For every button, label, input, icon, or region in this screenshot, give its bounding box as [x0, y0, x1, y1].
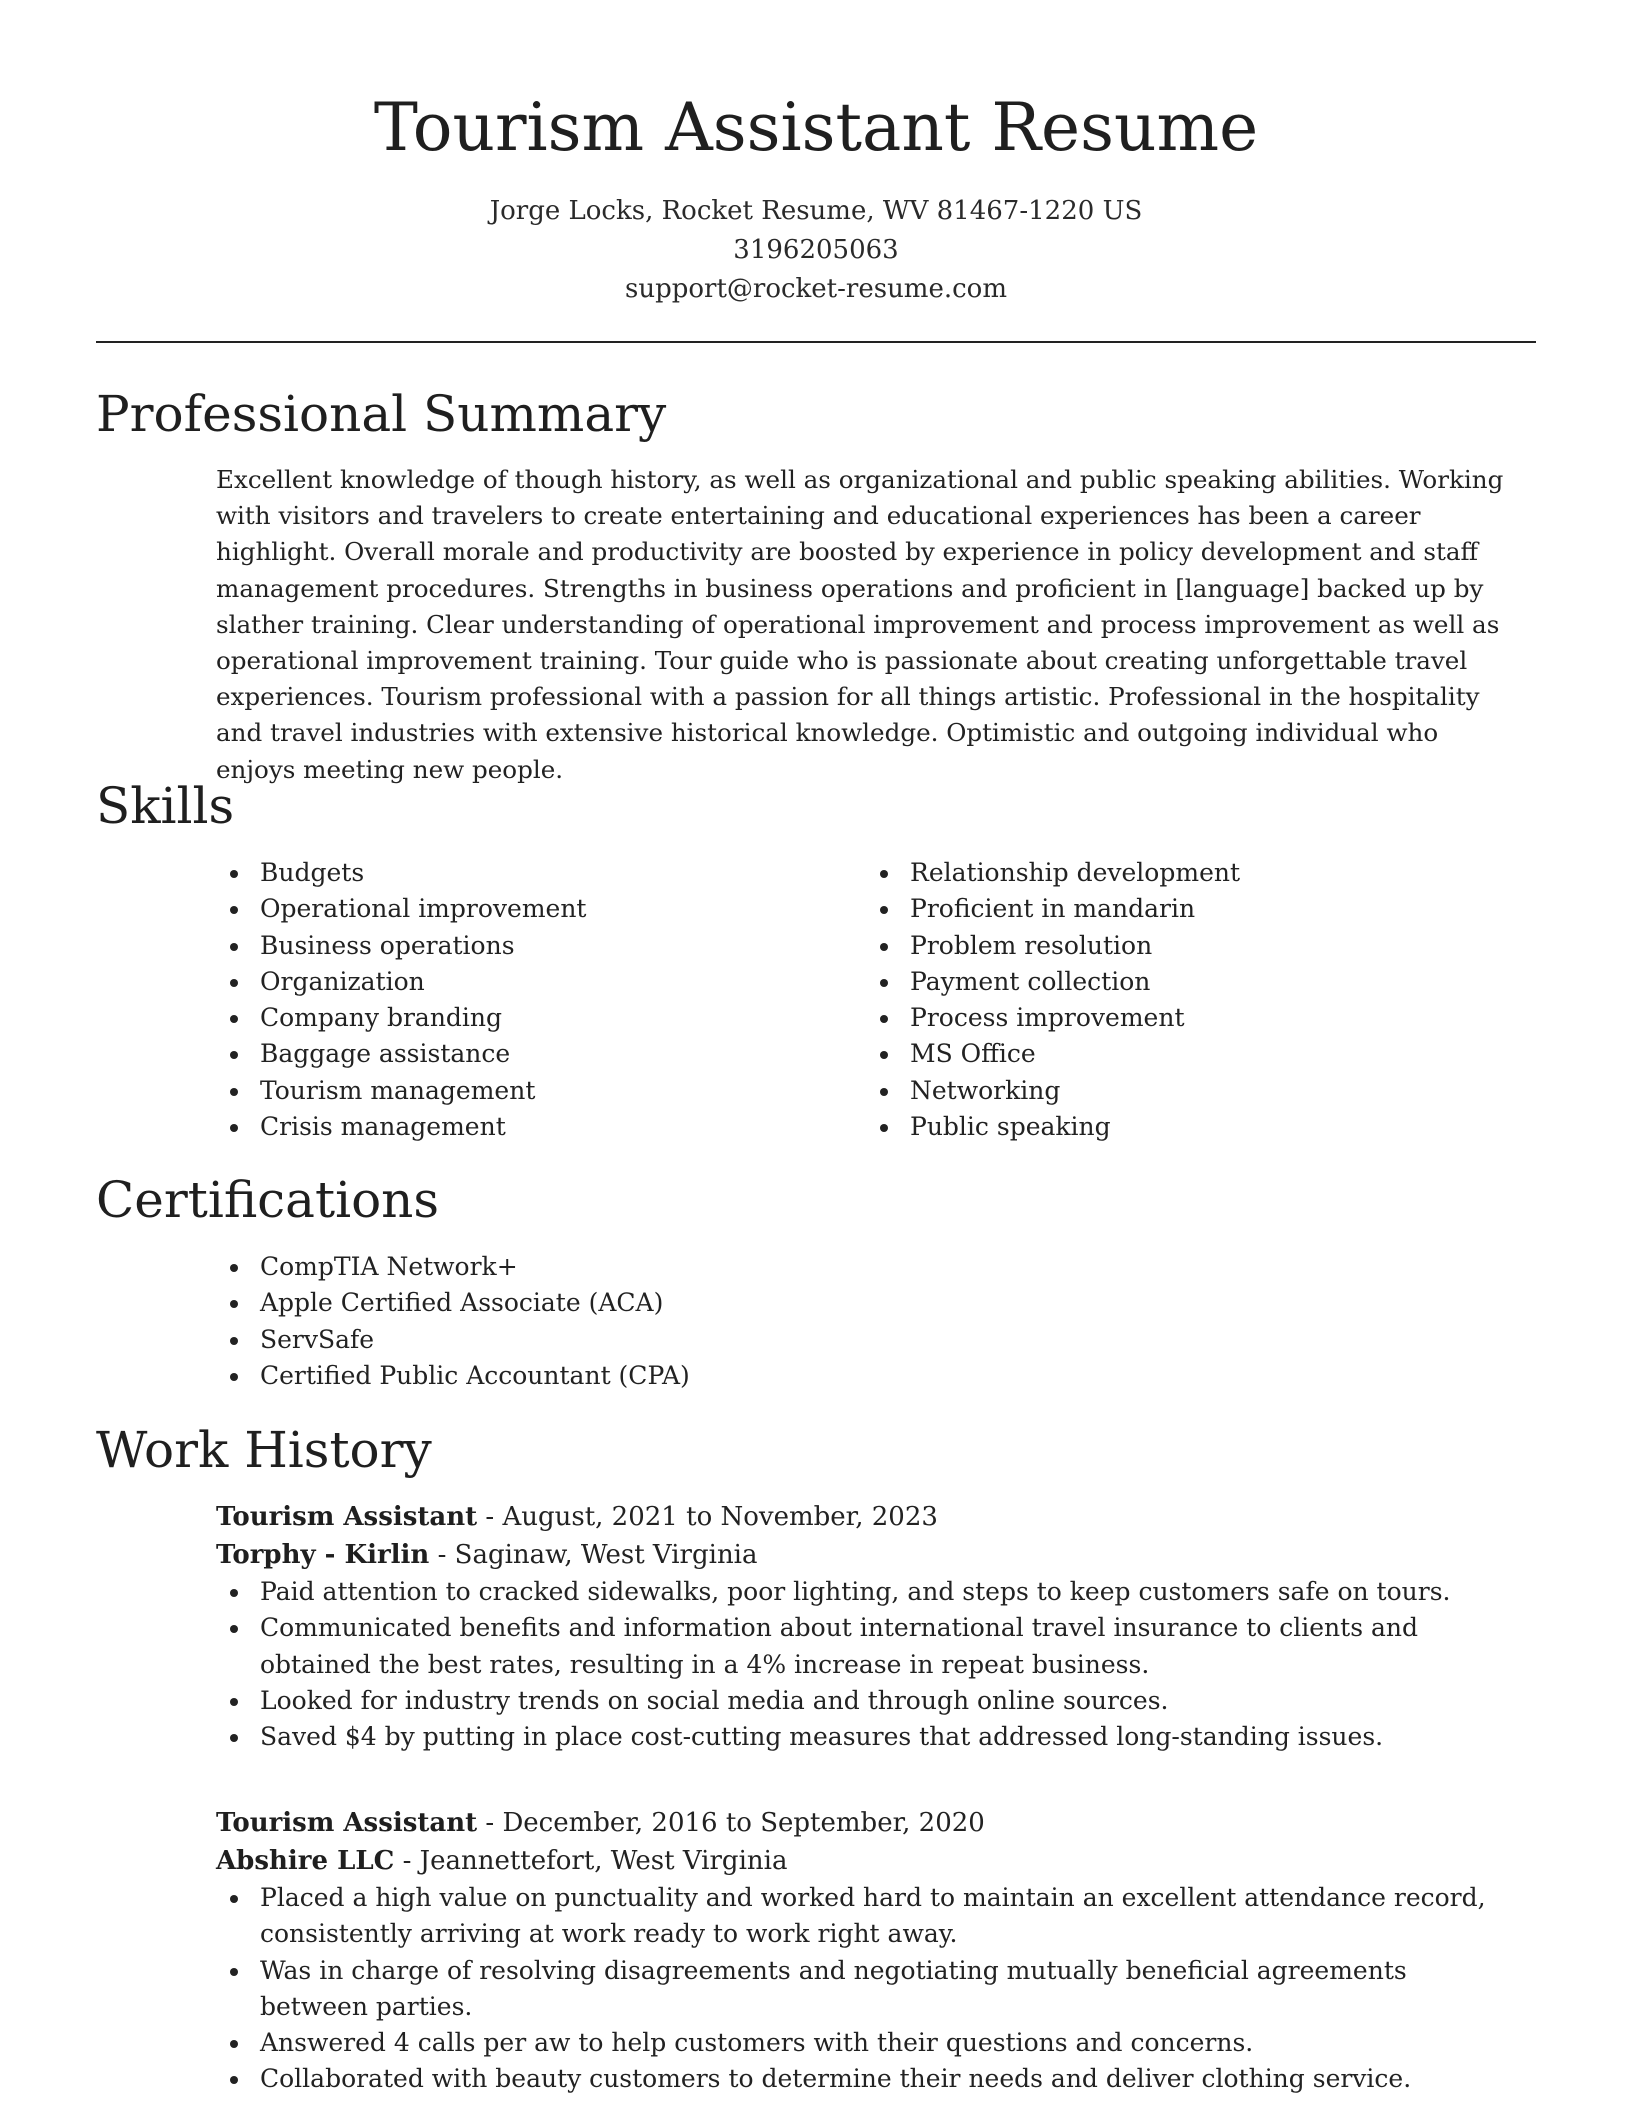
summary-text: Excellent knowledge of though history, as well as organizational and public speaking abilities. Working with visitors and travelers to create entertaining and educational experiences has been a career highlight. Overall morale and productivity are boosted by experience in policy development and staff management procedures. Strengths in business operations and proficient in [language] backed up by slather training. Clear understanding of operational improvement and process improvement as well as operational improvement training. Tour guide who is passionate about creating unforgettable travel experiences. Tourism professional with a passion for all things artistic. Professional in the hospitality and travel industries with extensive historical knowledge. Optimistic and outgoing individual who enjoys meeting new people. [216, 465, 1504, 784]
skill-item: Payment collection [866, 964, 1486, 1000]
skills-list-left [216, 855, 816, 1145]
job-duty: Looked for industry trends on social media and through online sources. [216, 1683, 1510, 1719]
job-dates: August, 2021 to November, 2023 [502, 1502, 938, 1532]
skill-item: Public speaking [866, 1109, 1486, 1145]
skill-item: MS Office [866, 1036, 1486, 1072]
certification-item: Apple Certified Associate (ACA) [216, 1285, 1116, 1321]
certification-item: Certified Public Accountant (CPA) [216, 1358, 1116, 1394]
work-history-heading: Work History [96, 1421, 432, 1479]
job-company: Torphy - Kirlin [216, 1540, 430, 1570]
job-entry [216, 1498, 1536, 1755]
skill-item: Crisis management [216, 1109, 816, 1145]
job-company-line: Abshire LLC - Jeannettefort, West Virginia [216, 1846, 788, 1876]
contact-block [0, 192, 1632, 309]
skill-item: Company branding [216, 1000, 816, 1036]
job-duty: Answered 4 calls per aw to help customers with their questions and concerns. [216, 2025, 1510, 2061]
skill-item: Organization [216, 964, 816, 1000]
certification-item: CompTIA Network+ [216, 1249, 1116, 1285]
job-duty: Paid attention to cracked sidewalks, poor lighting, and steps to keep customers safe on tours. [216, 1574, 1510, 1610]
certifications-list [216, 1249, 1116, 1394]
job-location: Saginaw, West Virginia [454, 1540, 758, 1570]
skill-item: Relationship development [866, 855, 1486, 891]
skill-item: Operational improvement [216, 891, 816, 927]
skills-heading: Skills [96, 777, 235, 835]
document-title: Tourism Assistant Resume [373, 89, 1259, 166]
job-duty: Saved $4 by putting in place cost-cutting measures that addressed long-standing issues. [216, 1719, 1510, 1755]
certifications-heading: Certifications [96, 1171, 440, 1229]
job-duties-list [216, 1880, 1536, 2098]
skill-item: Process improvement [866, 1000, 1486, 1036]
contact-phone: 3196205063 [733, 235, 899, 265]
job-dates: December, 2016 to September, 2020 [502, 1808, 985, 1838]
job-title-line: Tourism Assistant - August, 2021 to November, 2023 [216, 1502, 938, 1532]
certification-item: ServSafe [216, 1322, 1116, 1358]
job-company: Abshire LLC [216, 1846, 395, 1876]
skill-item: Problem resolution [866, 928, 1486, 964]
skill-item: Budgets [216, 855, 816, 891]
job-title: Tourism Assistant [216, 1808, 478, 1838]
job-title: Tourism Assistant [216, 1502, 478, 1532]
job-title-line: Tourism Assistant - December, 2016 to September, 2020 [216, 1808, 985, 1838]
contact-email: support@rocket-resume.com [624, 274, 1007, 304]
job-duty: Placed a high value on punctuality and worked hard to maintain an excellent attendance record, consistently arriving at work ready to work right away. [216, 1880, 1510, 1953]
skill-item: Proficient in mandarin [866, 891, 1486, 927]
skill-item: Tourism management [216, 1073, 816, 1109]
skills-list-right [866, 855, 1486, 1145]
job-location: Jeannettefort, West Virginia [419, 1846, 788, 1876]
contact-address: Jorge Locks, Rocket Resume, WV 81467-1220 US [489, 196, 1143, 226]
header-divider [96, 341, 1536, 343]
job-duties-list [216, 1574, 1536, 1755]
job-duty: Collaborated with beauty customers to determine their needs and deliver clothing service. [216, 2061, 1510, 2097]
job-company-line: Torphy - Kirlin - Saginaw, West Virginia [216, 1540, 758, 1570]
skill-item: Networking [866, 1073, 1486, 1109]
job-duty: Was in charge of resolving disagreements and negotiating mutually beneficial agreements between parties. [216, 1953, 1510, 2026]
summary-heading: Professional Summary [96, 385, 667, 443]
job-duty: Communicated benefits and information about international travel insurance to clients and obtained the best rates, resulting in a 4% increase in repeat business. [216, 1610, 1510, 1683]
job-entry [216, 1804, 1536, 2098]
skill-item: Business operations [216, 928, 816, 964]
skill-item: Baggage assistance [216, 1036, 816, 1072]
resume-header [0, 0, 1632, 309]
